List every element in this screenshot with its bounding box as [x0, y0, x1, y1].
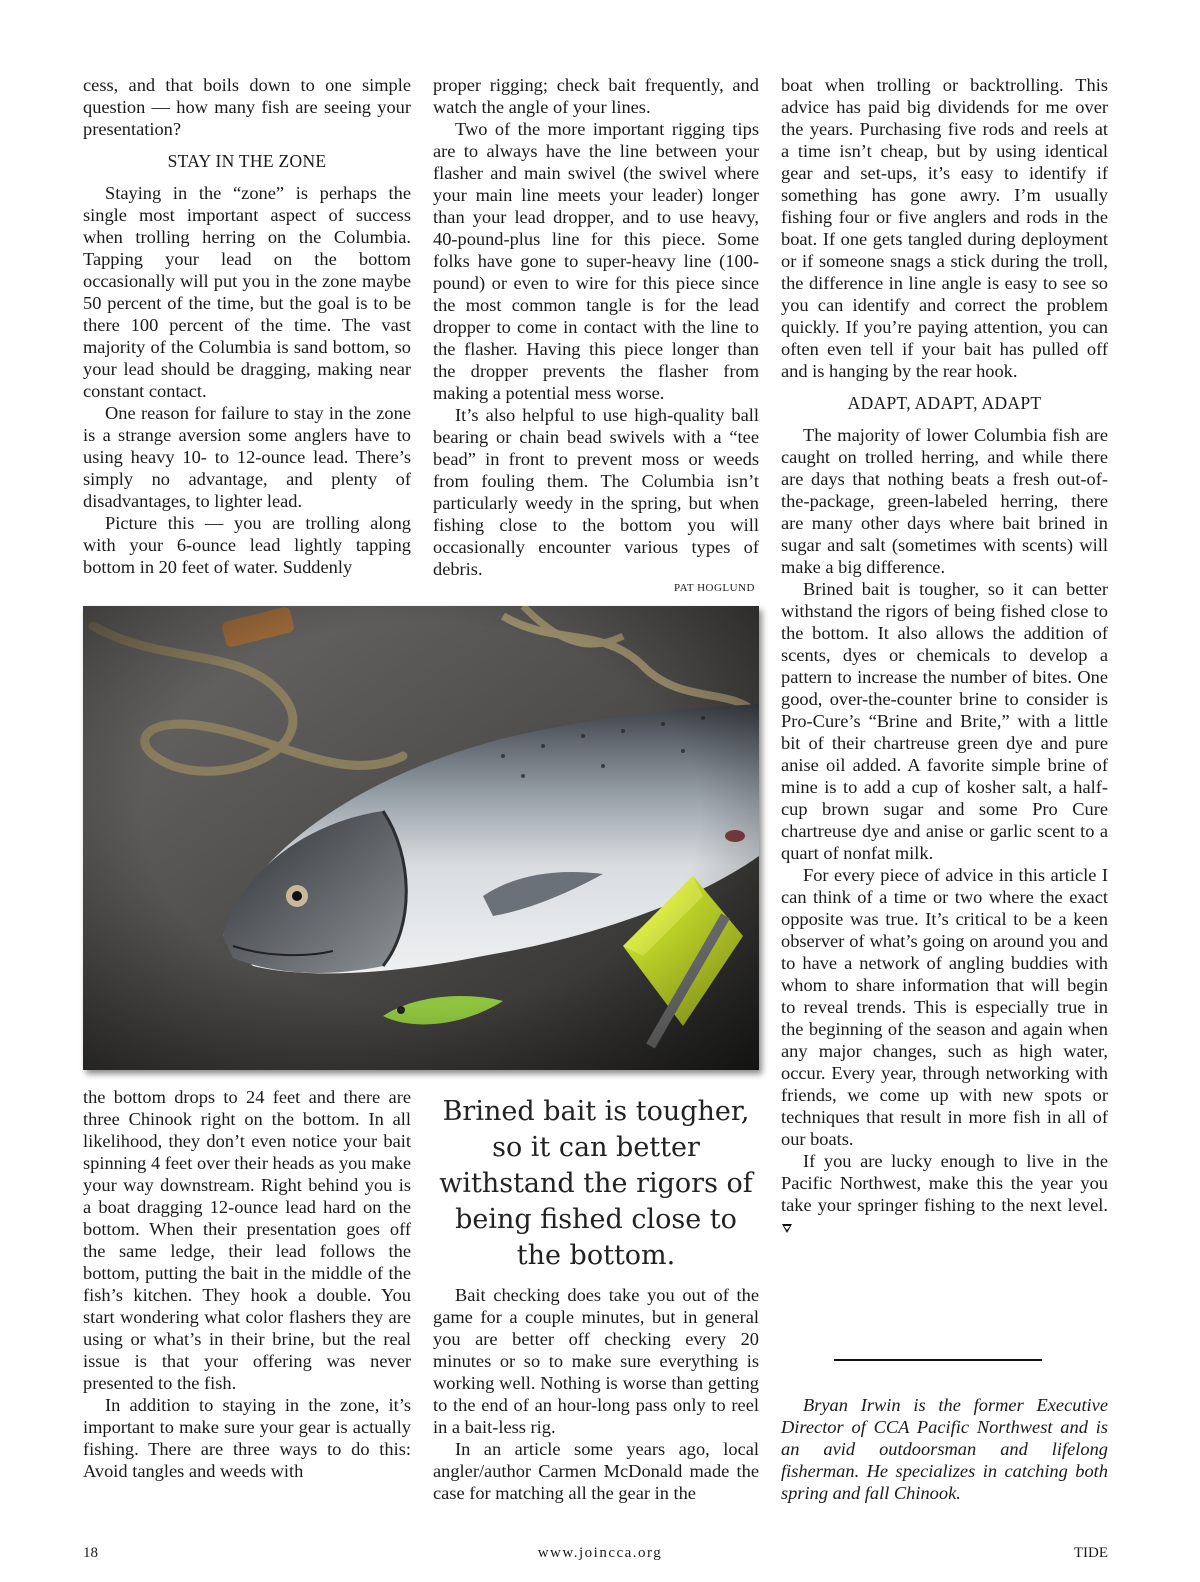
author-bio: Bryan Irwin is the former Executive Director of CCA Pacific Northwest and is an avid outdoorsman and lifelong fisherman. He specializes in catching both spring and fall Chinook.: [781, 1395, 1108, 1503]
paragraph: For every piece of advice in this article I can think of a time or two where the exact opposite was true. It’s critical to be a keen observer of what’s going on around you and to have a network of angling buddies with whom to share information that will begin to reveal trends. This is especially true in the beginning of the season and again when any major changes, such as high water, occur. Every year, through networking with friends, we come up with new spots or techniques that result in more fish in all of our boats.: [781, 865, 1108, 1149]
column-2-top: [433, 74, 759, 580]
paragraph: proper rigging; check bait frequently, and watch the angle of your lines.: [433, 75, 759, 117]
paragraph: Brined bait is tougher, so it can better withstand the rigors of being fished close to the bottom. It also allows the addition of scents, dyes or chemicals to develop a pattern to increase the number of bites. One good, over-the-counter brine to consider is Pro-Cure’s “Brine and Brite,” with a little bit of their chartreuse green dye and pure anise oil added. A favorite simple brine of mine is to add a cup of kosher salt, a half-cup brown sugar and some Pro Cure chartreuse dye and anise or garlic scent to a quart of nonfat milk.: [781, 579, 1108, 863]
website-url[interactable]: www.joincca.org: [537, 1545, 663, 1561]
fish-photo: [83, 606, 759, 1070]
column-3: [781, 74, 1108, 1238]
pull-quote: Brined bait is tougher, so it can better withstand the rigors of being fished close to the bottom.: [439, 1096, 753, 1271]
bio-divider: [834, 1359, 1042, 1361]
paragraph: In addition to staying in the zone, it’s important to make sure your gear is actually fishing. There are three ways to do this: Avoid tangles and weeds with: [83, 1395, 411, 1481]
publication-name: TIDE: [1073, 1545, 1108, 1561]
chinook-salmon-image: [83, 606, 759, 1070]
column-1-bottom: [83, 1086, 411, 1482]
section-heading: STAY IN THE ZONE: [167, 151, 327, 171]
paragraph: [781, 1150, 1108, 1238]
section-heading: ADAPT, ADAPT, ADAPT: [847, 393, 1042, 413]
paragraph: the bottom drops to 24 feet and there are three Chinook right on the bottom. In all likelihood, they don’t even notice your bait spinning 4 feet over their heads as you make your way downstream. Right behind you is a boat dragging 12-ounce lead hard on the bottom. When their presentation goes off the same ledge, their lead follows the bottom, putting the bait in the middle of the fish’s kitchen. They hook a double. You start wondering what color flashers they are using or what’s in their brine, but the real issue is that your offering was never presented to the fish.: [83, 1087, 411, 1393]
paragraph: Staying in the “zone” is perhaps the single most important aspect of success when trolling herring on the Columbia. Tapping your lead on the bottom occasionally will put you in the zone maybe 50 percent of the time, but the goal is to be there 100 percent of the time. The vast majority of the Columbia is sand bottom, so your lead should be dragging, making near constant contact.: [83, 183, 411, 401]
page-number: 18: [83, 1545, 98, 1561]
column-2-bottom: [433, 1284, 759, 1504]
photo-credit: PAT HOGLUND: [674, 582, 755, 594]
paragraph: boat when trolling or backtrolling. This advice has paid big dividends for me over the years. Purchasing five rods and reels at a time isn’t cheap, but by using identical gear and set-ups, it’s easy to identify if something has gone awry. I’m usually fishing four or five anglers and rods in the boat. If one gets tangled during deployment or if someone snags a stick during the troll, the difference in line angle is easy to see so you can identify and correct the problem quickly. If you’re paying attention, you can often even tell if your bait has pulled off and is hanging by the rear hook.: [781, 75, 1108, 381]
paragraph: Picture this — you are trolling along with your 6-ounce lead lightly tapping bottom in 20 feet of water. Suddenly: [83, 513, 411, 577]
column-1-top: [83, 74, 411, 578]
paragraph: cess, and that boils down to one simple question — how many fish are seeing your presentation?: [83, 75, 411, 139]
paragraph: Two of the more important rigging tips are to always have the line between your flasher and main swivel (the swivel where your main line meets your leader) longer than your lead dropper, and to use heavy, 40-pound-plus line for this piece. Some folks have gone to super-heavy line (100-pound) or even to wire for this piece since the most common tangle is for the lead dropper to come in contact with the line to the flasher. Having this piece longer than the dropper prevents the flasher from making a potential mess worse.: [433, 119, 759, 403]
paragraph-text: If you are lucky enough to live in the Pacific Northwest, make this the year you take your springer fishing to the next level.: [781, 1151, 1108, 1215]
paragraph: One reason for failure to stay in the zone is a strange aversion some anglers have to using heavy 10- to 12-ounce lead. There’s simply no advantage, and plenty of disadvantages, to lighter lead.: [83, 403, 411, 511]
paragraph: It’s also helpful to use high-quality ball bearing or chain bead swivels with a “tee bead” in front to prevent moss or weeds from fouling them. The Columbia isn’t particularly weedy in the spring, but when fishing close to the bottom you will occasionally encounter various types of debris.: [433, 405, 759, 579]
paragraph: In an article some years ago, local angler/author Carmen McDonald made the case for matching all the gear in the: [433, 1439, 759, 1503]
paragraph: The majority of lower Columbia fish are caught on trolled herring, and while there are days that nothing beats a fresh out-of-the-package, green-labeled herring, there are many other days where bait brined in sugar and salt (sometimes with scents) will make a big difference.: [781, 425, 1108, 577]
paragraph: Bait checking does take you out of the game for a couple minutes, but in general you are better off checking every 20 minutes or so to make sure everything is working well. Nothing is worse than getting to the end of an hour-long pass only to reel in a bait-less rig.: [433, 1285, 759, 1437]
end-mark-icon: [781, 1222, 793, 1234]
